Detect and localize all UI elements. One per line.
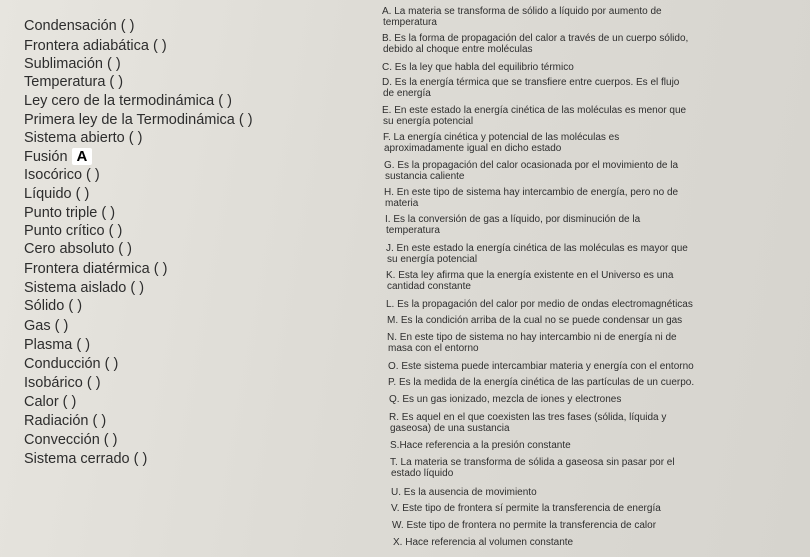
term-radiacion: Radiación ( ) [24,413,107,429]
term-frontera-adiabatica: Frontera adiabática ( ) [24,38,167,54]
term-sistema-abierto: Sistema abierto ( ) [24,130,143,146]
term-fusion-label: Fusión [24,149,68,165]
term-primera-ley: Primera ley de la Termodinámica ( ) [24,112,253,128]
term-condensacion: Condensación ( ) [24,18,135,34]
term-punto-triple: Punto triple ( ) [24,205,116,221]
definition-s: S.Hace referencia a la presión constante [390,440,571,451]
definition-d: D. Es la energía térmica que se transfiere entre cuerpos. Es el flujo de energía [382,77,680,99]
definition-u: U. Es la ausencia de movimiento [391,487,537,498]
term-fusion [24,148,92,166]
definition-o: O. Este sistema puede intercambiar materia y energía con el entorno [388,361,694,372]
definition-k: K. Esta ley afirma que la energía existente en el Universo es una cantidad constante [386,270,674,292]
definition-x: X. Hace referencia al volumen constante [393,537,574,548]
fusion-answer-box: A [72,148,93,165]
term-calor: Calor ( ) [24,394,77,410]
term-plasma: Plasma ( ) [24,337,91,353]
term-solido: Sólido ( ) [24,298,83,314]
term-gas: Gas ( ) [24,318,69,334]
term-frontera-diatermica: Frontera diatérmica ( ) [24,261,168,277]
term-conduccion: Conducción ( ) [24,356,119,372]
term-temperatura: Temperatura ( ) [24,74,124,90]
term-sistema-aislado: Sistema aislado ( ) [24,280,145,296]
term-isocorico: Isocórico ( ) [24,167,100,183]
definition-q: Q. Es un gas ionizado, mezcla de iones y electrones [389,394,622,405]
definition-m: M. Es la condición arriba de la cual no se puede condensar un gas [387,315,683,326]
term-cero-absoluto: Cero absoluto ( ) [24,241,132,257]
definition-w: W. Este tipo de frontera no permite la transferencia de calor [392,520,657,531]
term-ley-cero: Ley cero de la termodinámica ( ) [24,93,232,109]
term-liquido: Líquido ( ) [24,186,90,202]
definition-g: G. Es la propagación del calor ocasionada por el movimiento de la sustancia caliente [384,160,679,182]
definition-l: L. Es la propagación del calor por medio de ondas electromagnéticas [386,299,693,310]
definition-r: R. Es aquel en el que coexisten las tres fases (sólida, líquida y gaseosa) de una sustancia [389,412,667,434]
definition-e: E. En este estado la energía cinética de las moléculas es menor que su energía potencial [382,105,687,127]
definition-c: C. Es la ley que habla del equilibrio térmico [382,62,574,73]
term-conveccion: Convección ( ) [24,432,118,448]
definition-n: N. En este tipo de sistema no hay intercambio ni de energía ni de masa con el entorno [387,332,677,354]
definition-p: P. Es la medida de la energía cinética de las partículas de un cuerpo. [388,377,695,388]
definition-v: V. Este tipo de frontera sí permite la transferencia de energía [391,503,661,514]
definition-f: F. La energía cinética y potencial de las moléculas es aproximadamente igual en dicho estado [383,132,620,154]
term-punto-critico: Punto crítico ( ) [24,223,123,239]
term-isobarico: Isobárico ( ) [24,375,101,391]
definition-h: H. En este tipo de sistema hay intercambio de energía, pero no de materia [384,187,679,209]
definition-i: I. Es la conversión de gas a líquido, por disminución de la temperatura [385,214,641,236]
definition-b: B. Es la forma de propagación del calor a través de un cuerpo sólido, debido al choque entre moléculas [382,33,689,55]
term-sistema-cerrado: Sistema cerrado ( ) [24,451,148,467]
definition-t: T. La materia se transforma de sólida a gaseosa sin pasar por el estado líquido [390,457,675,479]
definition-j: J. En este estado la energía cinética de las moléculas es mayor que su energía potencial [386,243,688,265]
term-sublimacion: Sublimación ( ) [24,56,121,72]
definition-a: A. La materia se transforma de sólido a líquido por aumento de temperatura [382,6,662,28]
